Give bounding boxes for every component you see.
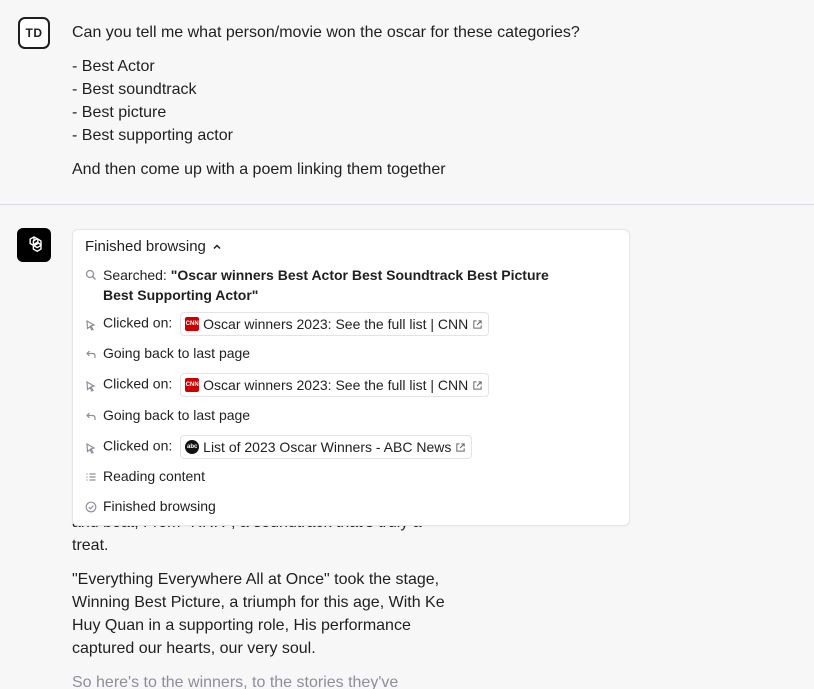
- clicked-label: Clicked on:: [103, 314, 173, 331]
- abc-favicon-icon: abc: [185, 440, 199, 454]
- cursor-icon: [85, 380, 97, 392]
- step-going-back: [85, 343, 578, 363]
- search-icon: [85, 269, 97, 281]
- browsing-panel: [72, 229, 630, 526]
- going-back-label: Going back to last page: [103, 407, 251, 423]
- back-arrow-icon: [85, 410, 97, 422]
- message-divider: [0, 204, 814, 205]
- back-arrow-icon: [85, 348, 97, 360]
- clicked-label: Clicked on:: [103, 375, 173, 392]
- step-finished: [85, 496, 578, 516]
- source-link-cnn[interactable]: [180, 312, 489, 336]
- external-link-icon: [472, 380, 483, 391]
- step-going-back: [85, 405, 578, 425]
- cnn-favicon-icon: CNN: [185, 378, 199, 392]
- user-question: Can you tell me what person/movie won the oscar for these categories?: [72, 24, 580, 41]
- user-initials: TD: [25, 26, 43, 40]
- openai-logo-icon: [23, 234, 45, 256]
- reading-label: Reading content: [103, 468, 205, 484]
- browsing-header-label: Finished browsing: [85, 238, 206, 255]
- cursor-icon: [85, 319, 97, 331]
- searched-label: Searched:: [103, 267, 167, 283]
- source-link-abc[interactable]: [180, 435, 472, 459]
- clicked-label: Clicked on:: [103, 437, 173, 454]
- category-item: - Best picture: [72, 104, 167, 121]
- assistant-avatar: [17, 228, 51, 262]
- assistant-message: [72, 511, 457, 689]
- check-circle-icon: [85, 501, 97, 513]
- link-title: Oscar winners 2023: See the full list | CNN: [203, 316, 469, 332]
- searched-query: "Oscar winners Best Actor Best Soundtrack Best Picture Best Supporting Actor": [103, 267, 549, 303]
- step-clicked: [85, 312, 578, 336]
- category-item: - Best Actor: [72, 58, 155, 75]
- category-list: [72, 55, 792, 147]
- step-clicked: [85, 373, 578, 397]
- poem-stanza: "Everything Everywhere All at Once" took the stage, Winning Best Picture, a triumph for this age, With Ke Huy Quan in a supporting role, His performance captured our hearts, our very soul.: [72, 571, 445, 657]
- list-icon: [85, 471, 97, 483]
- user-followup: And then come up with a poem linking them together: [72, 161, 446, 178]
- category-item: - Best supporting actor: [72, 127, 233, 144]
- poem-partial-line-end: treat.: [72, 537, 109, 554]
- step-searched: [85, 265, 578, 305]
- cursor-icon: [85, 442, 97, 454]
- link-title: List of 2023 Oscar Winners - ABC News: [203, 439, 452, 455]
- category-item: - Best soundtrack: [72, 81, 197, 98]
- user-avatar: [18, 17, 50, 49]
- source-link-cnn[interactable]: [180, 373, 489, 397]
- step-reading: [85, 466, 578, 486]
- cnn-favicon-icon: CNN: [185, 317, 199, 331]
- going-back-label: Going back to last page: [103, 345, 251, 361]
- step-clicked: [85, 435, 578, 459]
- poem-stanza: So here's to the winners, to the stories they've: [72, 674, 399, 689]
- link-title: Oscar winners 2023: See the full list | CNN: [203, 377, 469, 393]
- browsing-toggle[interactable]: [85, 238, 222, 255]
- chevron-up-icon: [212, 242, 222, 252]
- finished-label: Finished browsing: [103, 498, 216, 514]
- user-message: [72, 21, 792, 192]
- external-link-icon: [472, 319, 483, 330]
- external-link-icon: [455, 442, 466, 453]
